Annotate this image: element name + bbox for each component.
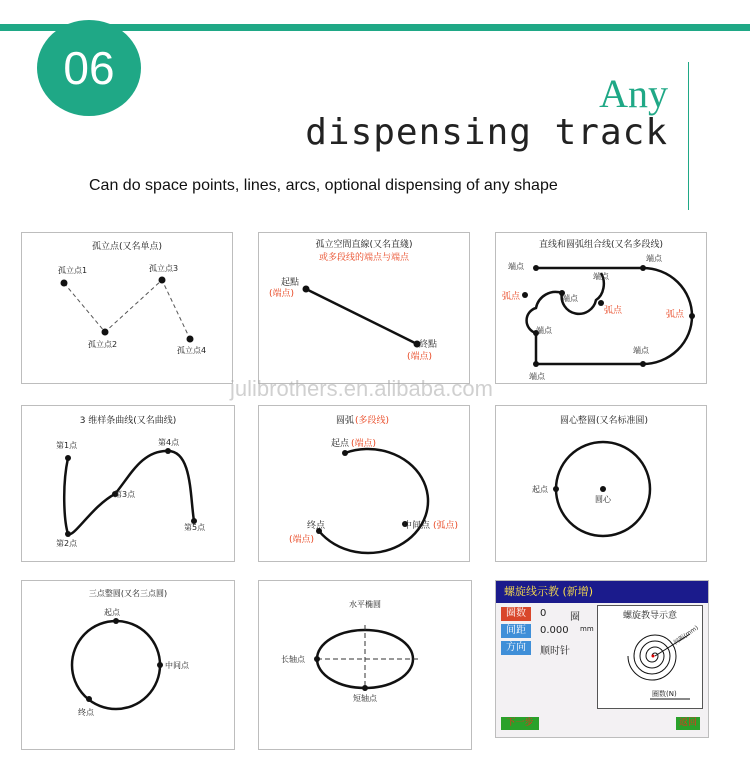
tpc-end-point [86, 696, 92, 702]
watermark: julibrothers.en.alibaba.com [230, 376, 493, 401]
panel-title: 孤立空間直線(又名直綫) [315, 240, 413, 250]
spline-label-2: 第2点 [56, 539, 78, 548]
short-axis-label: 短轴点 [353, 694, 377, 703]
long-axis-point [314, 656, 320, 662]
polyline-node [522, 292, 528, 298]
panel-title: 3 维样条曲线(又名曲线) [79, 416, 177, 426]
title-line-1: Any [599, 71, 668, 116]
title-line-2: dispensing track [305, 112, 668, 153]
point-2 [102, 329, 109, 336]
start-label: 起點 [281, 278, 300, 288]
three-point-circle [72, 621, 160, 709]
next-step-button[interactable]: 下一步 [501, 717, 539, 730]
title-divider [688, 62, 689, 210]
diagram-title: 螺旋教导示意 [622, 611, 678, 621]
start-sublabel: (端点) [269, 289, 295, 299]
polyline-node [689, 313, 695, 319]
spiral-center [652, 655, 655, 658]
panel-subtitle: 或多段线的端点与端点 [318, 253, 410, 263]
pitch-field-label[interactable]: 间距 [501, 624, 531, 638]
point-label-4: 孤立点4 [177, 346, 207, 355]
dashed-path [64, 280, 190, 339]
panel-title: 水平椭圆 [349, 600, 381, 609]
polyline-label: 弧点 [666, 310, 685, 320]
polyline-label: 端点 [508, 262, 524, 271]
panel-arc [258, 405, 470, 562]
pitch-diagram-label: 间距(mm) [672, 624, 700, 647]
spline-point-2 [65, 531, 71, 537]
tpc-start-point [113, 618, 119, 624]
polyline-label: 端点 [562, 294, 578, 303]
polyline-node [640, 361, 646, 367]
panel-three-point-circle [21, 580, 235, 750]
panel-title: 孤立点(又名单点) [91, 242, 163, 252]
polyline-node [533, 265, 539, 271]
polyline-node [640, 265, 646, 271]
end-sublabel: (端点) [407, 352, 433, 362]
turns-diagram-label: 圈数(N) [652, 690, 677, 698]
start-point [303, 286, 310, 293]
spiral-curve [628, 635, 676, 680]
panel-ellipse [258, 580, 472, 750]
point-4 [187, 336, 194, 343]
circle-start-point [553, 486, 559, 492]
polyline-label-extra: 端点 [593, 272, 609, 281]
section-number-badge: 06 [37, 20, 141, 116]
arc-mid-label: 中间点 [403, 521, 431, 531]
panel-center-circle [495, 405, 707, 562]
direction-value: 顺时针 [540, 646, 570, 657]
panel-title-red: (多段线) [355, 416, 390, 426]
panel-spiral-teach [495, 580, 709, 738]
subtitle: Can do space points, lines, arcs, optional dispensing of any shape [89, 177, 558, 194]
arc-start-point [342, 450, 348, 456]
panel-spline [21, 405, 235, 562]
polyline-label: 端点 [646, 254, 662, 263]
turns-field-label[interactable]: 圈数 [501, 607, 531, 621]
turns-value: 0 [540, 608, 547, 619]
end-label: 終點 [419, 340, 438, 350]
point-label-2: 孤立点2 [88, 340, 118, 349]
turns-unit: 圈 [570, 612, 580, 623]
polyline-label: 弧点 [604, 306, 623, 316]
panel-title: 三点整圆(又名三点圆) [88, 589, 168, 598]
point-3 [159, 277, 166, 284]
point-label-3: 孤立点3 [149, 264, 179, 273]
arc-end-label: 终点 [307, 521, 326, 531]
tpc-mid-point [157, 662, 163, 668]
panel-polyline [495, 232, 707, 384]
circle-center-point [600, 486, 606, 492]
spline-label-3: 第3点 [114, 490, 136, 499]
panel-title: 圆心整圆(又名标准圆) [559, 416, 649, 426]
panel-title: 圆弧 [335, 416, 354, 426]
point-1 [61, 280, 68, 287]
polyline-label: 端点 [633, 346, 649, 355]
arc-curve [319, 449, 428, 553]
pitch-value: 0.000 [540, 625, 569, 636]
point-label-1: 孤立点1 [58, 266, 88, 275]
panel-isolated-points [21, 232, 233, 384]
panel-title: 直线和圆弧组合线(又名多段线) [538, 240, 664, 250]
polyline-label: 端点 [529, 372, 545, 381]
arc-start-red: (端点) [351, 439, 377, 449]
tpc-end-label: 终点 [78, 708, 94, 717]
panel-spatial-line [258, 232, 470, 384]
spiral-diagram-box [597, 605, 703, 709]
circle-start-label: 起点 [532, 485, 548, 494]
pitch-unit: mm [580, 625, 594, 633]
long-axis-label: 长轴点 [281, 655, 305, 664]
arc-mid-red: (弧点) [433, 521, 459, 531]
spiral-header: 螺旋线示教 (新增) [496, 581, 708, 603]
spline-point-1 [65, 455, 71, 461]
polyline-label: 端点 [536, 326, 552, 335]
arc-end-red: (端点) [289, 535, 315, 545]
polyline-label: 弧点 [502, 292, 521, 302]
polyline-node [533, 361, 539, 367]
return-button[interactable]: 返回 [676, 717, 700, 730]
circle-center-label: 圆心 [595, 495, 611, 504]
line-segment [306, 289, 417, 344]
short-axis-point [362, 685, 368, 691]
spline-label-4: 第4点 [158, 438, 180, 447]
spline-label-5: 第5点 [184, 523, 206, 532]
tpc-start-label: 起点 [104, 608, 120, 617]
spline-label-1: 第1点 [56, 441, 78, 450]
arc-start-label: 起点 [331, 439, 350, 449]
direction-field-label[interactable]: 方向 [501, 641, 531, 655]
tpc-mid-label: 中间点 [165, 661, 189, 670]
spline-point-4 [165, 448, 171, 454]
